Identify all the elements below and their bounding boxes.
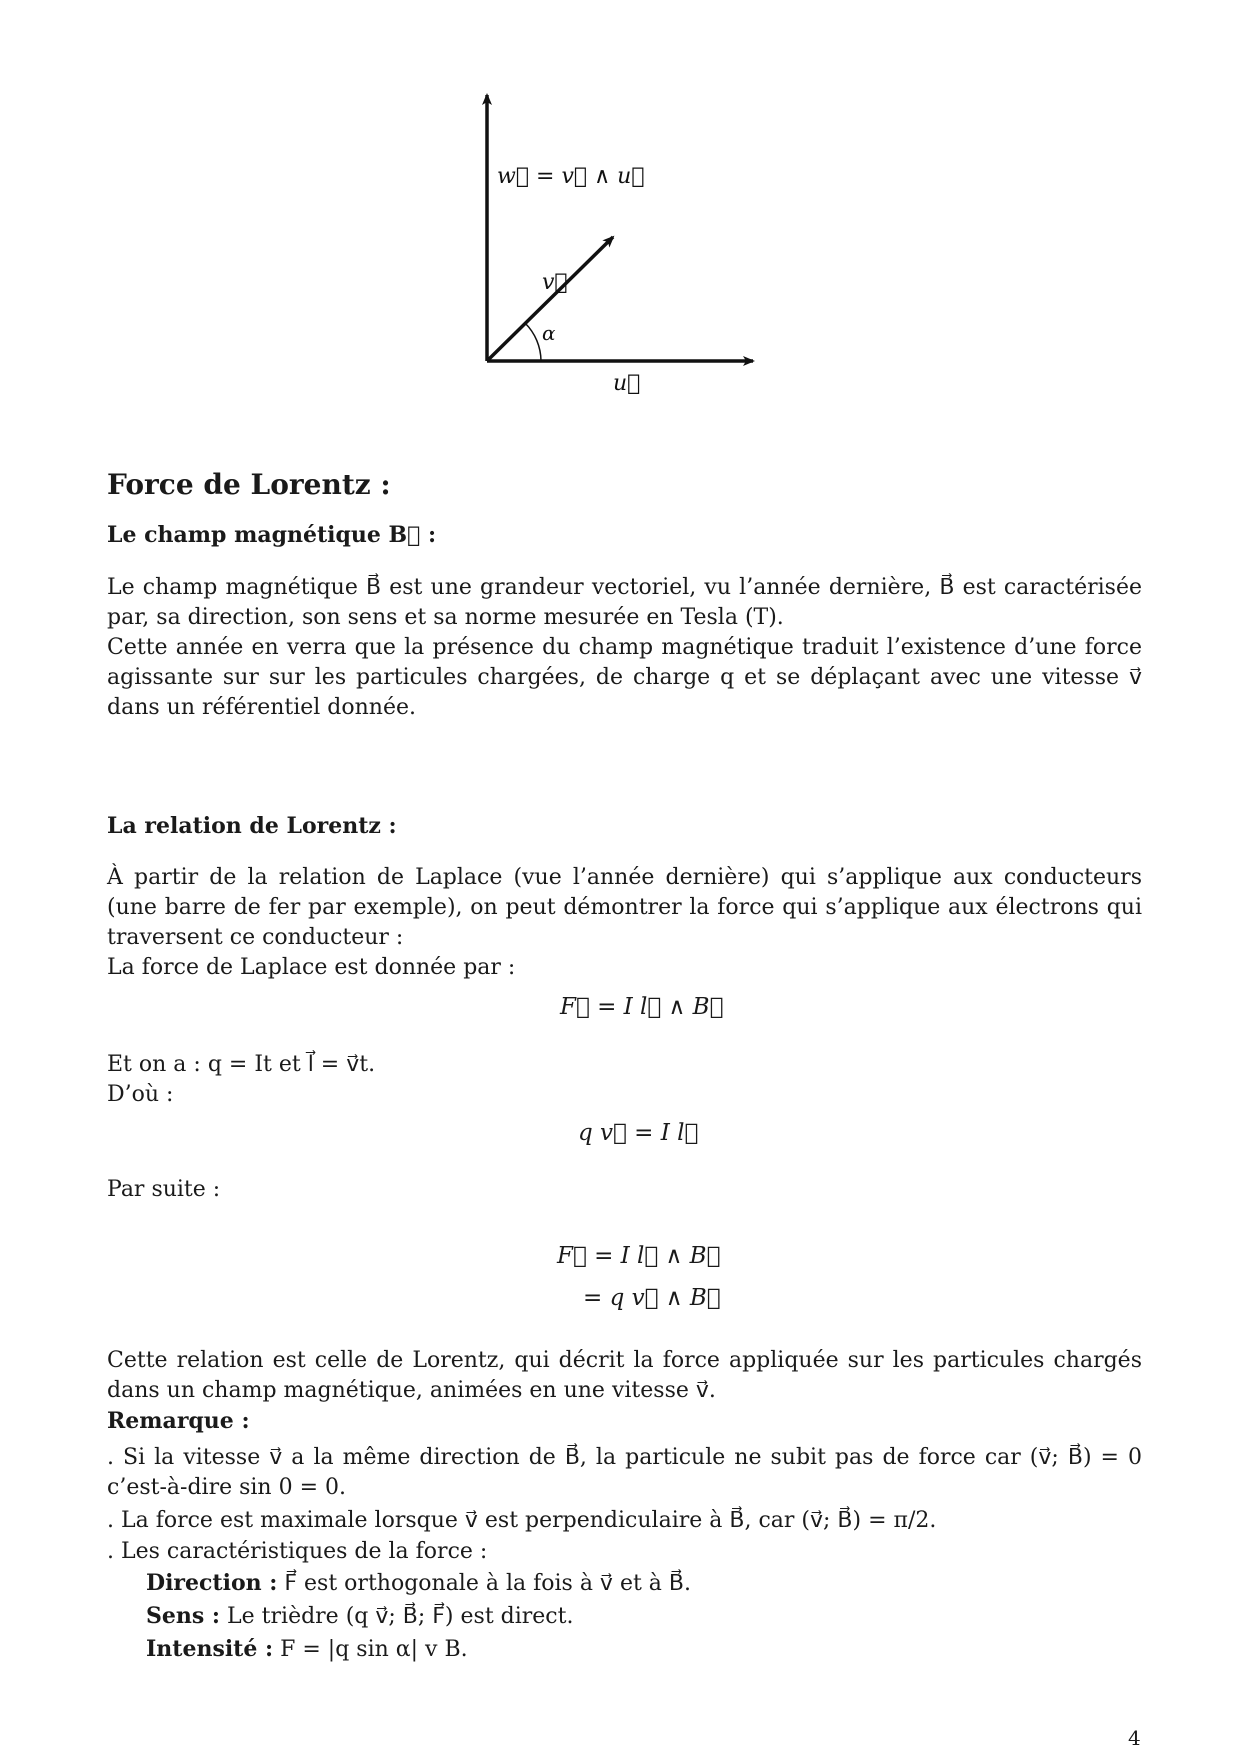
et-on-a-line: Et on a : q = It et l⃗ = v⃗t. (107, 1052, 376, 1077)
remarque-item-1: . Si la vitesse v⃗ a la même direction de B⃗, la particule ne subit pas de force car (v⃗; B⃗) = 0 c’est-à-dire sin 0 = 0. (107, 1445, 1142, 1500)
champ-heading: Le champ magnétique B⃗ : (107, 522, 437, 548)
intensite-line (146, 1636, 468, 1662)
direction-text: F⃗ est orthogonale à la fois à v⃗ et à B⃗. (284, 1571, 691, 1596)
equation-qv-il: q v⃗ = I l⃗ (578, 1120, 699, 1146)
intensite-label: Intensité : (146, 1636, 274, 1662)
equation-lorentz-line-1: F⃗ = I l⃗ ∧ B⃗ (557, 1243, 721, 1269)
vector-diagram (0, 0, 1240, 420)
alpha-label: α (542, 321, 556, 345)
u-label: u⃗ (613, 371, 641, 396)
direction-label: Direction : (146, 1570, 278, 1596)
lorentz-conclusion: Cette relation est celle de Lorentz, qui décrit la force appliquée sur les particules chargés dans un champ magnétique, animées en une vitesse v⃗. (107, 1348, 1142, 1403)
section-title: Force de Lorentz : (107, 468, 391, 501)
equation-lorentz-line-2: = q v⃗ ∧ B⃗ (583, 1285, 721, 1311)
dou-line: D’où : (107, 1082, 174, 1107)
w-label: w⃗ = v⃗ ∧ u⃗ (497, 164, 645, 189)
par-suite-line: Par suite : (107, 1177, 221, 1202)
sens-text: Le trièdre (q v⃗; B⃗; F⃗) est direct. (227, 1604, 574, 1629)
champ-paragraph-2: Cette année en verra que la présence du champ magnétique traduit l’existence d’une force agissante sur sur les particules chargées, de charge q et se déplaçant avec une vitesse v⃗ dans un référentiel donnée. (107, 635, 1142, 720)
direction-line (146, 1570, 691, 1596)
sens-label: Sens : (146, 1603, 221, 1629)
remarque-item-2: . La force est maximale lorsque v⃗ est perpendiculaire à B⃗, car (v⃗; B⃗) = π/2. (107, 1508, 937, 1533)
laplace-intro: La force de Laplace est donnée par : (107, 955, 516, 980)
remarque-heading: Remarque : (107, 1408, 250, 1434)
champ-paragraph-1: Le champ magnétique B⃗ est une grandeur vectoriel, vu l’année dernière, B⃗ est caractérisée par, sa direction, son sens et sa norme mesurée en Tesla (T). (107, 575, 1142, 630)
relation-paragraph: À partir de la relation de Laplace (vue l’année dernière) qui s’applique aux conducteurs (une barre de fer par exemple), on peut démontrer la force qui s’applique aux électrons qui traversent ce conducteur : (107, 865, 1142, 950)
v-label: v⃗ (542, 270, 568, 295)
equation-laplace: F⃗ = I l⃗ ∧ B⃗ (560, 994, 724, 1020)
sens-line (146, 1603, 573, 1629)
relation-heading: La relation de Lorentz : (107, 813, 397, 839)
page-number: 4 (1128, 1726, 1141, 1750)
alpha-angle-arc (525, 323, 541, 361)
intensite-text: F = |q sin α| v B. (280, 1637, 468, 1662)
remarque-item-3: . Les caractéristiques de la force : (107, 1539, 488, 1564)
